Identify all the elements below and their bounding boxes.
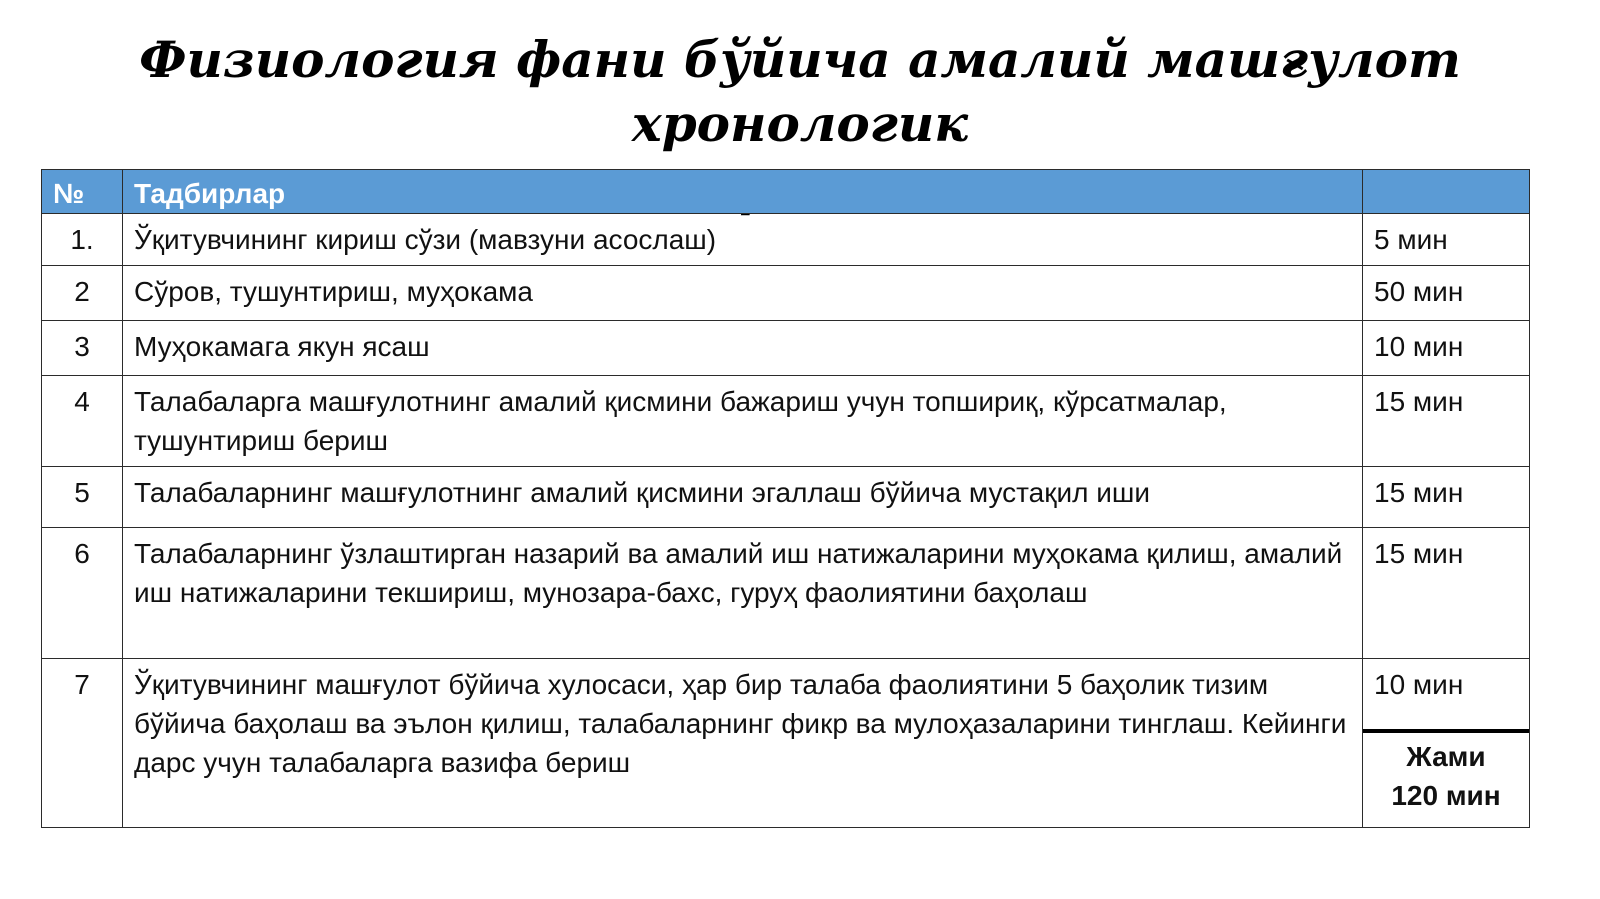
row-number: 4: [42, 376, 123, 467]
table-row: [42, 214, 1530, 266]
table-row: [42, 376, 1530, 467]
row-activity: Талабаларга машғулотнинг амалий қисмини бажариш учун топшириқ, кўрсатмалар, тушунтириш бериш: [123, 376, 1363, 467]
table-row: [42, 266, 1530, 321]
row-activity: Талабаларнинг машғулотнинг амалий қисмини эгаллаш бўйича мустақил иши: [123, 467, 1363, 528]
header-time: [1363, 170, 1530, 214]
row-time: 15 мин: [1363, 467, 1530, 528]
table-row: [42, 321, 1530, 376]
table-row: [42, 659, 1530, 828]
table-row: [42, 467, 1530, 528]
header-activities: Тадбирлар: [123, 170, 1363, 214]
table-header-row: [42, 170, 1530, 214]
row-number: 6: [42, 528, 123, 659]
header-number: №: [42, 170, 123, 214]
row-activity: Ўқитувчининг машғулот бўйича хулосаси, ҳар бир талаба фаолиятини 5 баҳолик тизим бўйича баҳолаш ва эълон қилиш, талабаларнинг фикр ва мулоҳазаларини тинглаш. Кейинги дарс учун талабаларга вазифа бериш: [123, 659, 1363, 828]
row-time: 50 мин: [1363, 266, 1530, 321]
row-number: 3: [42, 321, 123, 376]
row-time: 15 мин: [1363, 376, 1530, 467]
row-number: 7: [42, 659, 123, 828]
row-number: 1.: [42, 214, 123, 266]
total-cell: [1363, 733, 1529, 815]
row-activity: Ўқитувчининг кириш сўзи (мавзуни асослаш): [123, 214, 1363, 266]
table-row: [42, 528, 1530, 659]
row-time: 10 мин: [1363, 321, 1530, 376]
total-label: Жами: [1406, 741, 1486, 772]
row-number: 2: [42, 266, 123, 321]
row-activity: Талабаларнинг ўзлаштирган назарий ва амалий иш натижаларини муҳокама қилиш, амалий иш натижаларини текшириш, мунозара-бахс, гуруҳ фаолиятини баҳолаш: [123, 528, 1363, 659]
row-time: 15 мин: [1363, 528, 1530, 659]
row-time-with-total: [1363, 659, 1530, 828]
row-number: 5: [42, 467, 123, 528]
row-time: 5 мин: [1363, 214, 1530, 266]
row-time: 10 мин: [1363, 659, 1529, 733]
total-value: 120 мин: [1391, 780, 1501, 811]
schedule-table: [41, 169, 1530, 828]
row-activity: Муҳокамага якун ясаш: [123, 321, 1363, 376]
title-line-1: Физиология фани бўйича амалий машғулот хронологик: [139, 30, 1461, 153]
row-activity: Сўров, тушунтириш, муҳокама: [123, 266, 1363, 321]
